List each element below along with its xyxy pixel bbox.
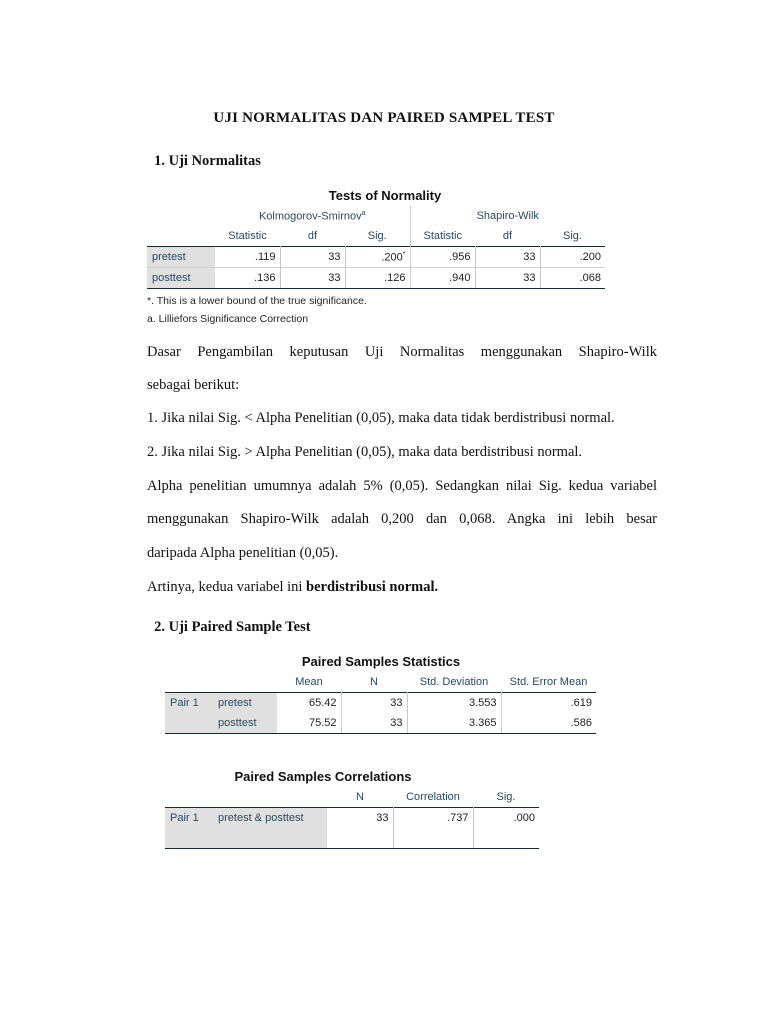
tests-of-normality-table (147, 188, 607, 325)
section-number: 1. (154, 153, 165, 169)
col-header: df (307, 230, 318, 242)
cell: .068 (540, 268, 605, 289)
col-header: Std. Deviation (419, 676, 489, 688)
cell: 65.42 (277, 693, 341, 714)
col-header: df (502, 230, 513, 242)
cell: .619 (501, 693, 596, 714)
col-header: Sig. (563, 230, 582, 242)
table-row (147, 247, 605, 268)
cell: 75.52 (277, 713, 341, 734)
row-label: posttest (147, 268, 215, 289)
row-label: pretest & posttest (213, 808, 327, 829)
table-row (147, 268, 605, 289)
paragraph: daripada Alpha penelitian (0,05). (147, 545, 339, 561)
section-heading-normalitas (147, 153, 261, 170)
cell: .200* (345, 247, 410, 268)
paragraph: sebagai berikut: (147, 377, 240, 393)
cell: 33 (280, 247, 345, 268)
cell: .126 (345, 268, 410, 289)
row-label: pretest (213, 693, 277, 714)
table-caption: Paired Samples Correlations (234, 769, 412, 784)
paired-samples-statistics-table (165, 654, 597, 734)
cell-empty (473, 828, 539, 849)
paragraph: Alpha penelitian umumnya adalah 5% (0,05). Sedangkan nilai Sig. kedua variabel (147, 478, 657, 494)
pair-label: Pair 1 (165, 808, 213, 829)
col-header: Mean (295, 676, 323, 688)
cell: .940 (410, 268, 475, 289)
cell: .586 (501, 713, 596, 734)
list-item: 1. Jika nilai Sig. < Alpha Penelitian (0,05), maka data tidak berdistribusi normal. (147, 410, 615, 426)
cell-empty (393, 828, 473, 849)
col-header: Sig. (496, 791, 516, 803)
cell: .136 (215, 268, 280, 289)
table-footnote: a. Lilliefors Significance Correction (147, 313, 309, 325)
cell-empty (327, 828, 393, 849)
cell: 33 (475, 268, 540, 289)
table-row (165, 693, 596, 714)
paragraph: Dasar Pengambilan keputusan Uji Normalitas menggunakan Shapiro-Wilk (147, 344, 657, 360)
cell: 33 (341, 713, 407, 734)
section-title: Uji Paired Sample Test (168, 619, 311, 635)
paired-samples-correlations-table (165, 769, 541, 849)
col-header: Sig. (345, 226, 410, 247)
cell: 3.553 (407, 693, 501, 714)
section-title: Uji Normalitas (168, 153, 261, 169)
row-label-empty (213, 828, 327, 849)
cell: 3.365 (407, 713, 501, 734)
col-header: Statistic (423, 230, 462, 242)
section-heading-paired (147, 619, 311, 636)
table-row (165, 808, 539, 829)
cell: 33 (475, 247, 540, 268)
list-item: 2. Jika nilai Sig. > Alpha Penelitian (0,05), maka data berdistribusi normal. (147, 444, 583, 460)
row-label: pretest (147, 247, 215, 268)
cell: .119 (215, 247, 280, 268)
paragraph-text: Artinya, kedua variabel ini (147, 579, 307, 595)
row-label-empty (165, 828, 213, 849)
col-header: Correlation (406, 791, 460, 803)
col-header: Statistic (228, 230, 267, 242)
paragraph: menggunakan Shapiro-Wilk adalah 0,200 dan 0,068. Angka ini lebih besar (147, 511, 657, 527)
table-row (165, 713, 596, 734)
row-label: posttest (213, 713, 277, 734)
table-caption: Paired Samples Statistics (301, 654, 461, 669)
ks-group-header: Kolmogorov-Smirnov$^a$ (215, 206, 410, 226)
cell: .000 (473, 808, 539, 829)
paragraph (147, 577, 657, 597)
sw-group-header: Shapiro-Wilk (476, 210, 539, 222)
paragraph-bold-text: berdistribusi normal. (306, 579, 439, 595)
cell: .956 (410, 247, 475, 268)
cell: .737 (393, 808, 473, 829)
section-number: 2. (154, 619, 165, 635)
cell: 33 (280, 268, 345, 289)
col-header: N (370, 676, 378, 688)
col-header: Std. Error Mean (509, 676, 588, 688)
table-footnote: *. This is a lower bound of the true significance. (147, 295, 367, 307)
cell: 33 (327, 808, 393, 829)
pair-label: Pair 1 (165, 693, 213, 734)
col-header: N (356, 791, 364, 803)
page-title: UJI NORMALITAS DAN PAIRED SAMPEL TEST (213, 110, 555, 126)
cell: .200 (540, 247, 605, 268)
table-caption: Tests of Normality (328, 188, 442, 203)
cell: 33 (341, 693, 407, 714)
table-row (165, 828, 539, 849)
